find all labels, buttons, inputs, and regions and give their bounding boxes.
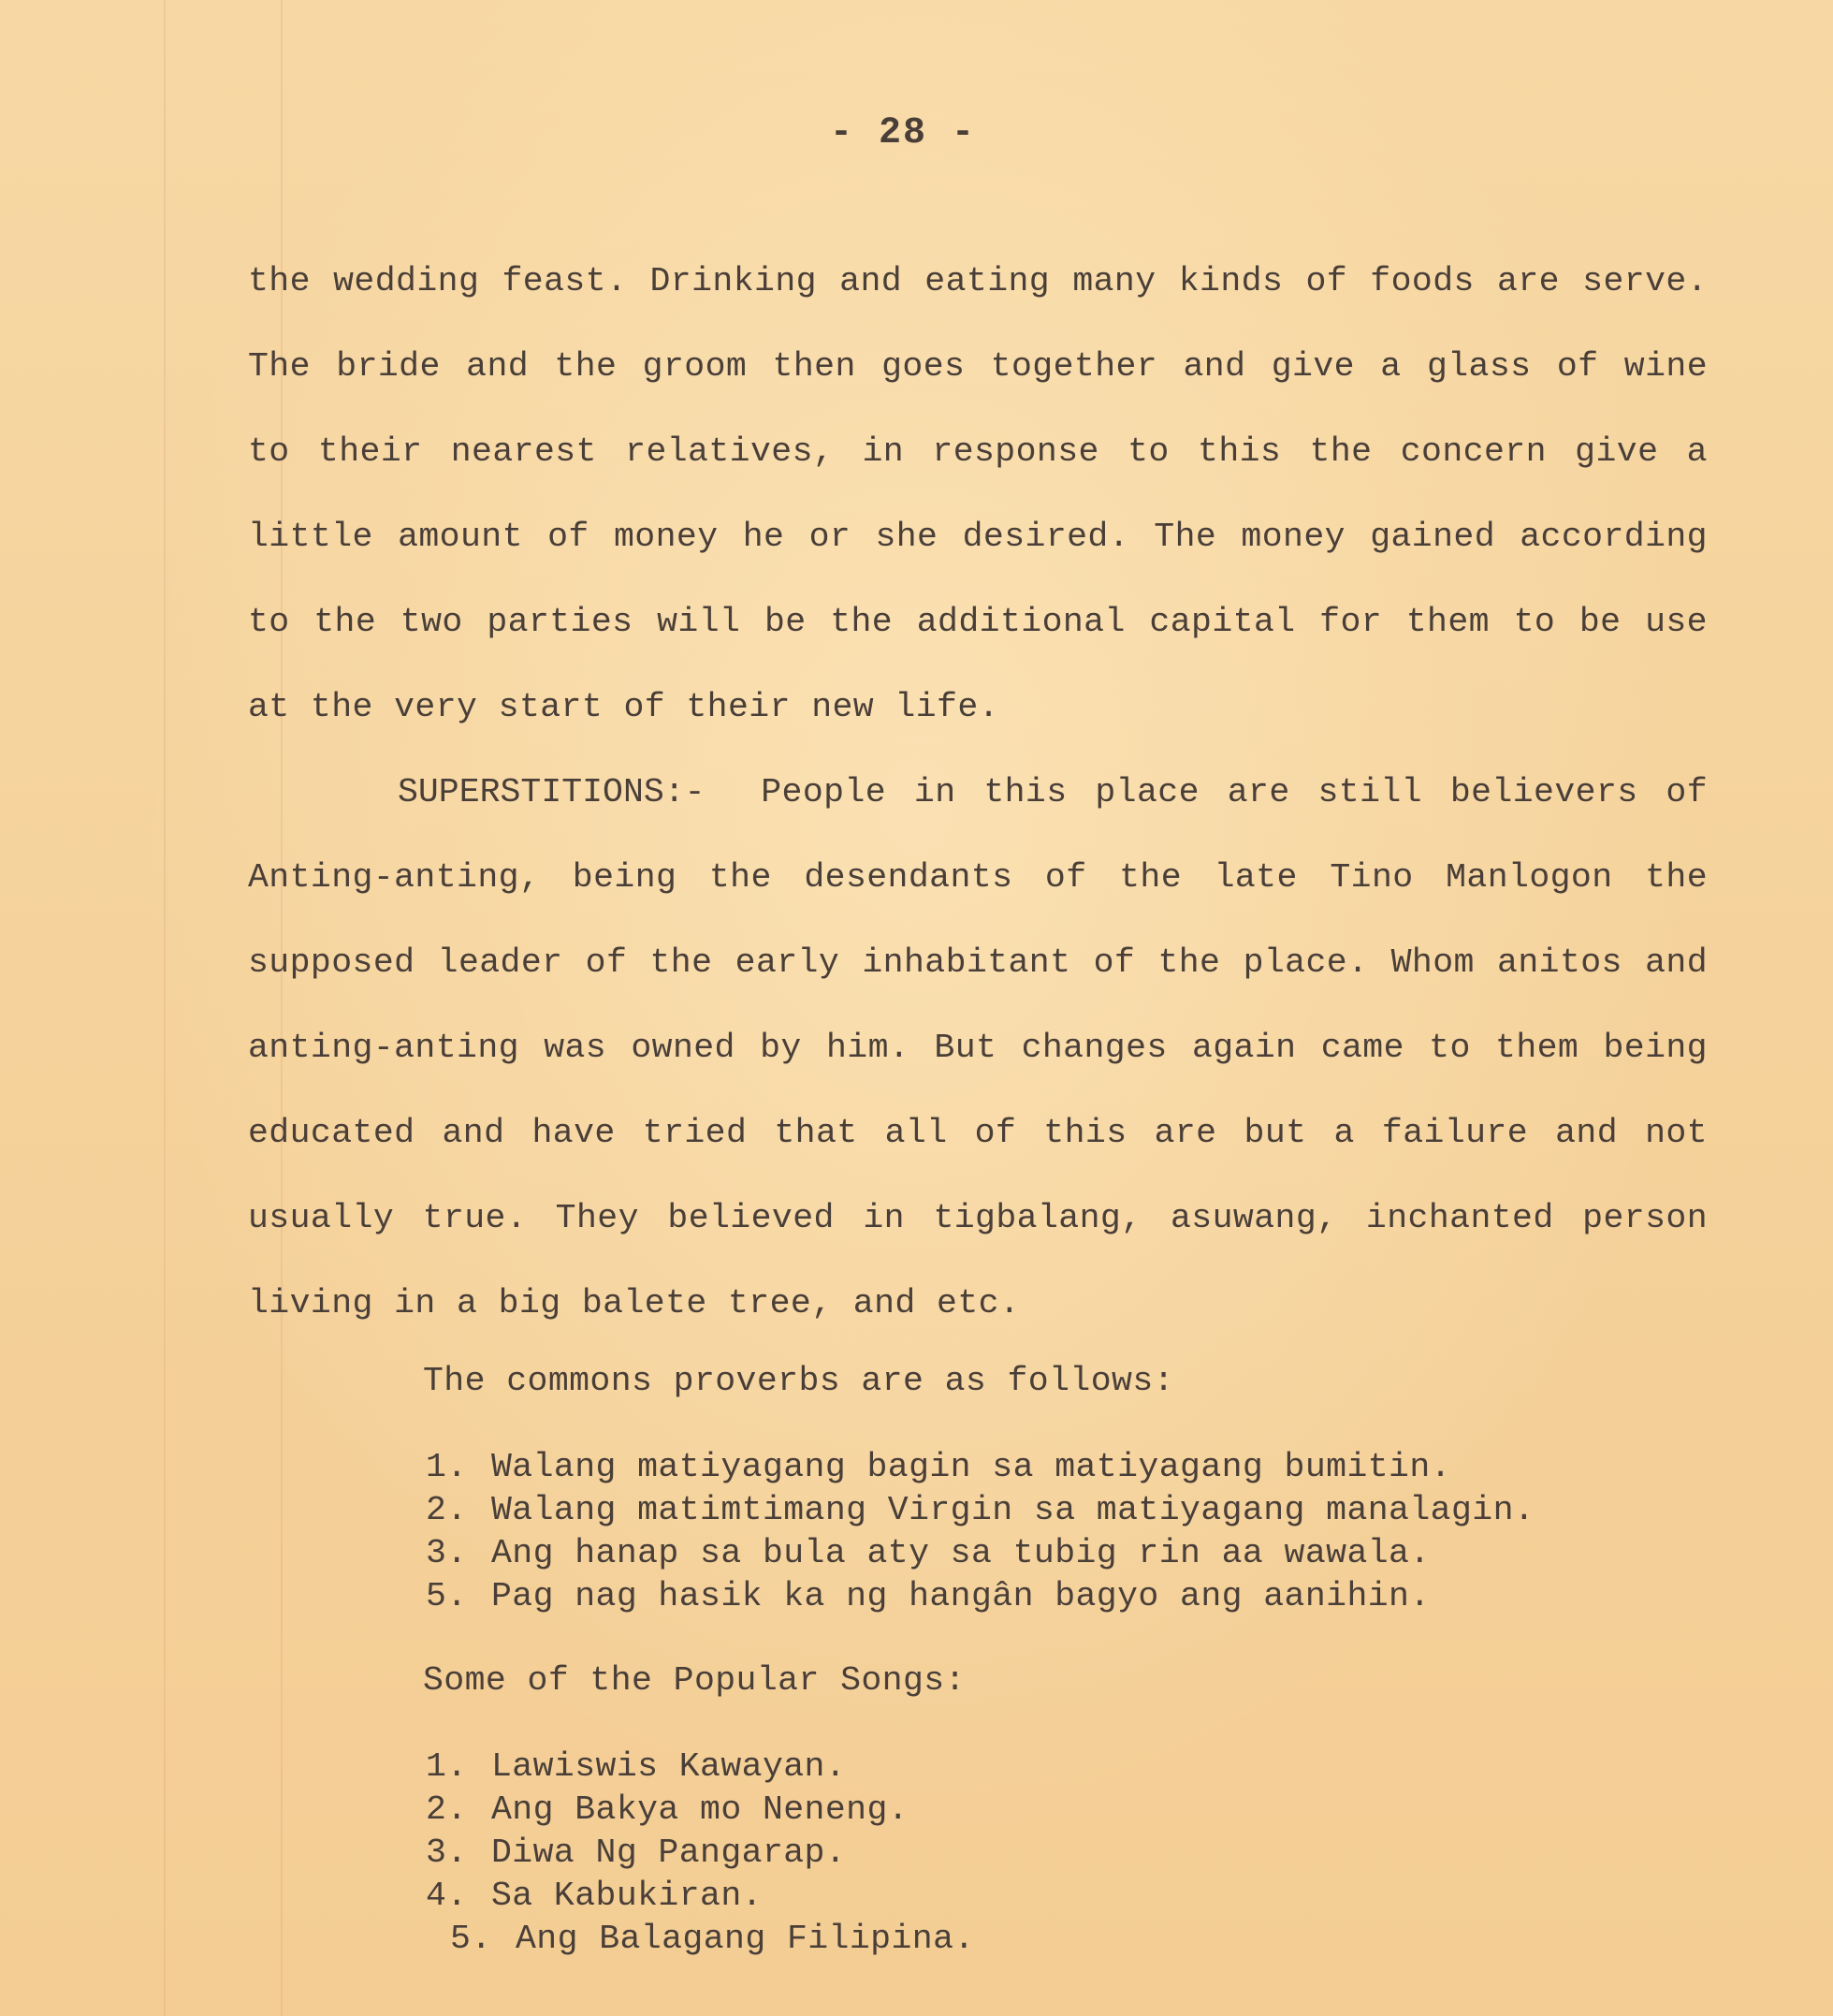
proverbs-intro: The commons proverbs are as follows: (423, 1362, 1174, 1400)
body-text (248, 239, 1708, 1346)
paragraph-superstitions (248, 750, 1708, 1346)
list-item: 5. Pag nag hasik ka ng hangân bagyo ang aanihin. (426, 1577, 1431, 1615)
list-item: 5. Ang Balagang Filipina. (450, 1920, 975, 1958)
superstitions-heading: SUPERSTITIONS:- (398, 773, 706, 811)
list-item: 2. Ang Bakya mo Neneng. (426, 1790, 909, 1829)
page-number: - 28 - (829, 112, 977, 154)
margin-rule-left (164, 0, 166, 2016)
list-item: 4. Sa Kabukiran. (426, 1877, 763, 1915)
songs-list (426, 1746, 975, 1961)
list-item: 3. Ang hanap sa bula aty sa tubig rin aa wawala. (426, 1534, 1431, 1572)
songs-intro: Some of the Popular Songs: (423, 1661, 966, 1700)
superstitions-text: People in this place are still believers of Anting-anting, being the desendants of the late Tino Manlogon the supposed leader of the early inhabitant of the place. Whom anitos and anting-anting was owned by him. But changes again came to them being educated and have tried that all of this are but a failure and not usually true. They believed in tigbalang, asuwang, inchanted person living in a big balete tree, and etc. (248, 773, 1708, 1322)
proverbs-list (426, 1446, 1535, 1618)
list-item: 3. Diwa Ng Pangarap. (426, 1833, 847, 1872)
list-item: 1. Walang matiyagang bagin sa matiyagang bumitin. (426, 1448, 1451, 1486)
paragraph-wedding-feast: the wedding feast. Drinking and eating many kinds of foods are serve. The bride and the groom then goes together and give a glass of wine to their nearest relatives, in response to this the concern give a little amount of money he or she desired. The money gained according to the two parties will be the additional capital for them to be use at the very start of their new life. (248, 262, 1708, 726)
list-item: 2. Walang matimtimang Virgin sa matiyagang manalagin. (426, 1491, 1535, 1529)
list-item: 1. Lawiswis Kawayan. (426, 1747, 847, 1786)
